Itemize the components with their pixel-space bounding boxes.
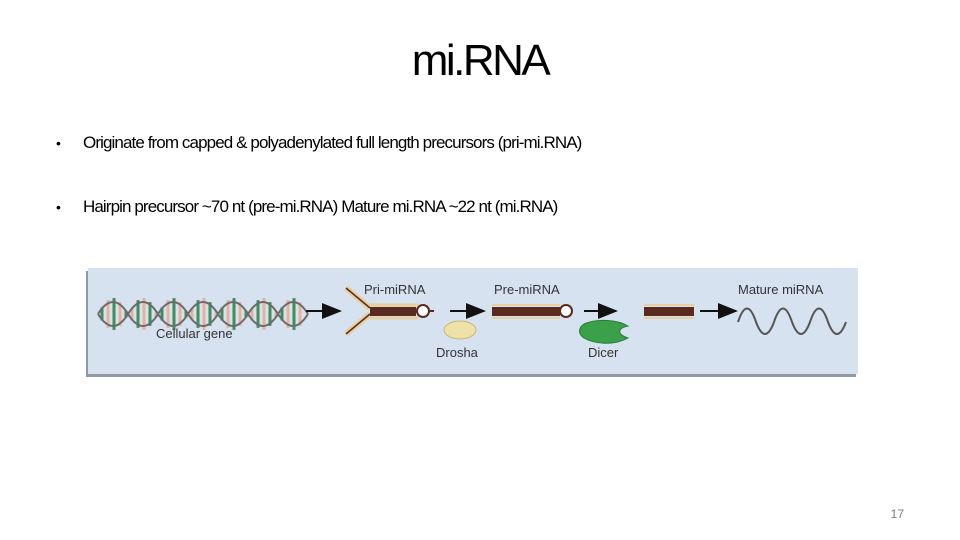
pri-mirna-label: Pri-miRNA xyxy=(364,282,426,297)
dicer-label: Dicer xyxy=(588,345,619,360)
pre-mirna-label: Pre-miRNA xyxy=(494,282,560,297)
cellular-gene-label: Cellular gene xyxy=(156,326,233,341)
pathway-diagram xyxy=(88,268,858,374)
dicer-enzyme-icon xyxy=(580,320,629,343)
mirna-duplex-icon xyxy=(644,305,694,318)
drosha-label: Drosha xyxy=(436,345,478,360)
pre-mirna-icon xyxy=(492,305,572,318)
mature-mirna-strand-icon xyxy=(738,309,846,335)
bullet-list xyxy=(56,128,916,256)
bullet-symbol: • xyxy=(56,199,61,215)
bullet-item xyxy=(56,192,916,222)
mature-mirna-label: Mature miRNA xyxy=(738,282,824,297)
bullet-text: Originate from capped & polyadenylated full length precursors (pri-mi.RNA) xyxy=(83,133,582,152)
bullet-text: Hairpin precursor ~70 nt (pre-mi.RNA) Mature mi.RNA ~22 nt (mi.RNA) xyxy=(83,197,558,216)
page-number: 17 xyxy=(890,507,904,521)
slide-title: mi.RNA xyxy=(411,36,549,85)
drosha-enzyme-icon xyxy=(444,321,476,339)
bullet-item xyxy=(56,128,916,158)
bullet-symbol: • xyxy=(56,135,61,151)
mirna-pathway-figure xyxy=(88,268,858,374)
